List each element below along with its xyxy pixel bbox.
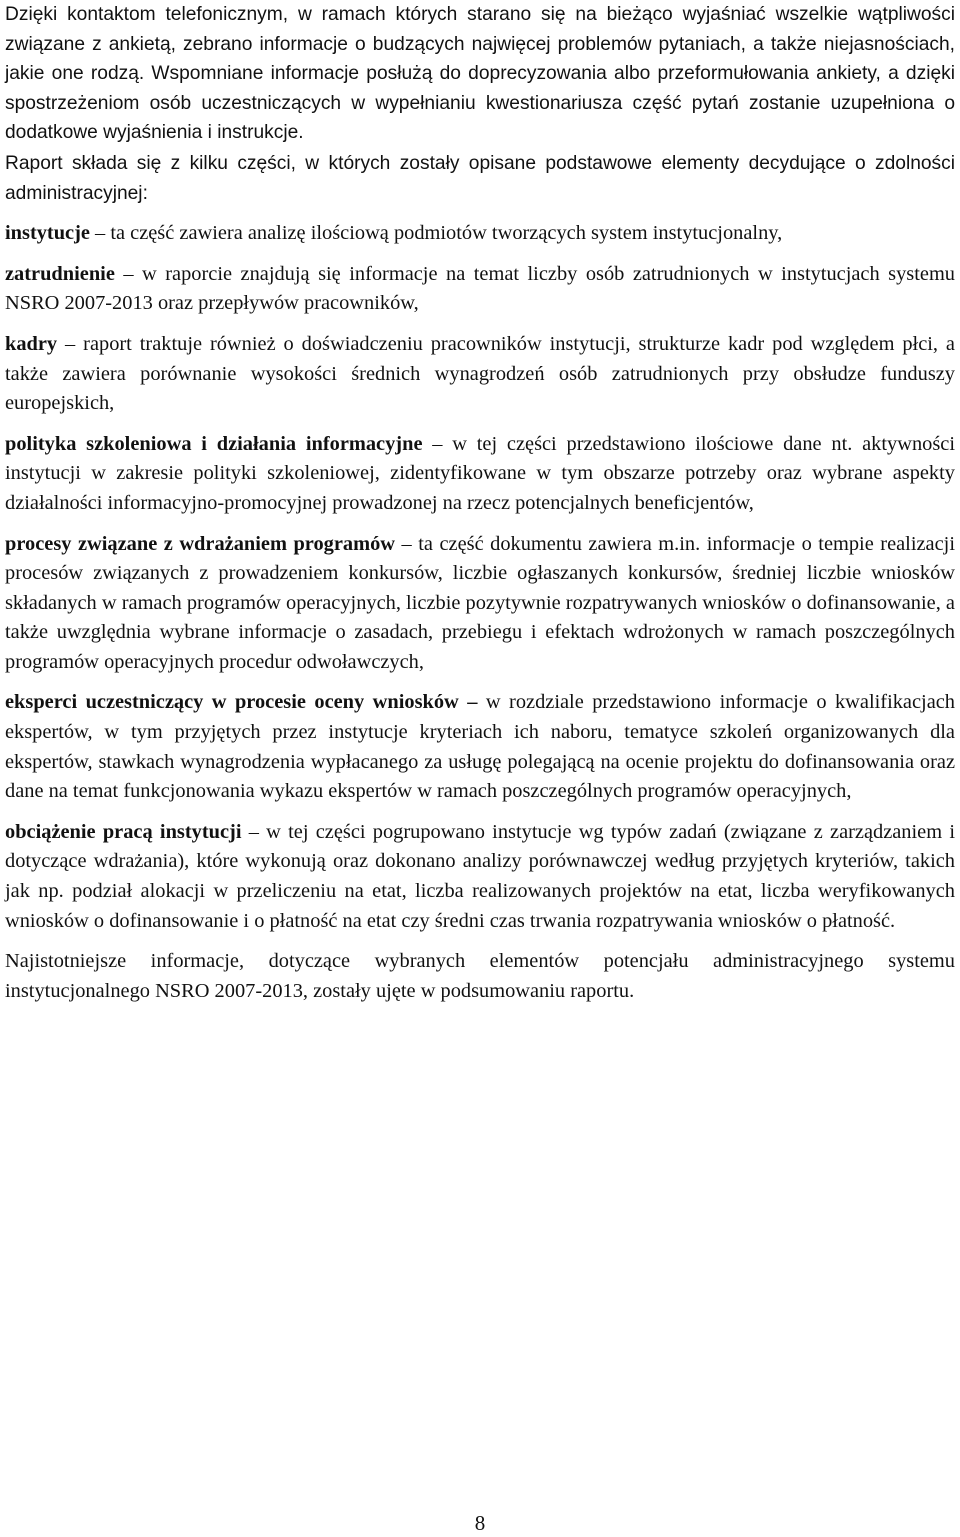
item-description: – w tej części przedstawiono ilościowe dane nt. aktywności instytucji w zakresie polityki szkoleniowej, zidentyfikowane w tym obszarze potrzeby oraz wybrane aspekty działalności informacyjno-promocyjnej prowadzonej na rzecz potencjalnych beneficjentów,: [5, 432, 955, 514]
item-description: w rozdziale przedstawiono informacje o kwalifikacjach ekspertów, w tym przyjętych przez instytucje kryteriach ich naboru, tematyce szkoleń organizowanych dla ekspertów, stawkach wynagrodzenia wypłacanego za usługę polegającą na ocenie projektu do dofinansowania oraz dane na temat funkcjonowania wykazu ekspertów w ramach poszczególnych programów operacyjnych,: [5, 691, 955, 803]
item-term: obciążenie pracą instytucji: [5, 820, 242, 843]
list-item: [5, 260, 955, 319]
list-item: [5, 688, 955, 806]
item-description: – ta część dokumentu zawiera m.in. informacje o tempie realizacji procesów związanych z prowadzeniem konkursów, liczbie ogłaszanych konkursów, średniej liczbie wniosków składanych w ramach programów operacyjnych, liczbie pozytywnie rozpatrywanych wniosków o dofinansowanie, a także uwzględnia wybrane informacje o zasadach, przebiegu i efektach wdrożonych w ramach poszczególnych programów operacyjnych procedur odwoławczych,: [5, 532, 955, 673]
item-description: – raport traktuje również o doświadczeniu pracowników instytucji, strukturze kadr pod względem płci, a także zawiera porównanie wysokości średnich wynagrodzeń osób zatrudnionych przy obsłudze funduszy europejskich,: [5, 332, 955, 415]
item-term: instytucje: [5, 222, 90, 245]
list-item: [5, 219, 955, 249]
item-term: zatrudnienie: [5, 262, 115, 285]
list-item: [5, 818, 955, 936]
list-item: [5, 330, 955, 419]
summary-paragraph: Najistotniejsze informacje, dotyczące wybranych elementów potencjału administracyjnego systemu instytucjonalnego NSRO 2007-2013, zostały ujęte w podsumowaniu raportu.: [5, 950, 955, 1002]
item-term: polityka szkoleniowa i działania informacyjne: [5, 432, 423, 455]
list-item: [5, 530, 955, 678]
report-structure-paragraph: Raport składa się z kilku części, w których zostały opisane podstawowe elementy decydujące o zdolności administracyjnej:: [5, 152, 955, 204]
document-body: [5, 0, 955, 1006]
list-item: [5, 430, 955, 519]
item-term: eksperci uczestniczący w procesie oceny wniosków –: [5, 691, 478, 714]
item-description: – ta część zawiera analizę ilościową podmiotów tworzących system instytucjonalny,: [89, 222, 783, 245]
item-term: procesy związane z wdrażaniem programów: [5, 532, 396, 555]
item-term: kadry: [5, 332, 58, 355]
intro-paragraph: Dzięki kontaktom telefonicznym, w ramach których starano się na bieżąco wyjaśniać wszelkie wątpliwości związane z ankietą, zebrano informacje o budzących najwięcej problemów pytaniach, a także niejasnościach, jakie one rodzą. Wspomniane informacje posłużą do doprecyzowania albo przeformułowania ankiety, a dzięki spostrzeżeniom osób uczestniczących w wypełnianiu kwestionariusza część pytań zostanie uzupełniona o dodatkowe wyjaśnienia i instrukcje.: [5, 4, 955, 144]
page-number: 8: [474, 1511, 486, 1535]
item-description: – w raporcie znajdują się informacje na temat liczby osób zatrudnionych w instytucjach systemu NSRO 2007-2013 oraz przepływów pracowników,: [5, 262, 955, 315]
item-description: – w tej części pogrupowano instytucje wg typów zadań (związane z zarządzaniem i dotyczące wdrażania), które wykonują oraz dokonano analizy porównawczej według przyjętych kryteriów, takich jak np. podział alokacji w przeliczeniu na etat, liczba realizowanych projektów na etat, liczba weryfikowanych wniosków o dofinansowanie i o płatność na etat czy średni czas trwania rozpatrywania wniosków o płatność.: [5, 820, 955, 932]
